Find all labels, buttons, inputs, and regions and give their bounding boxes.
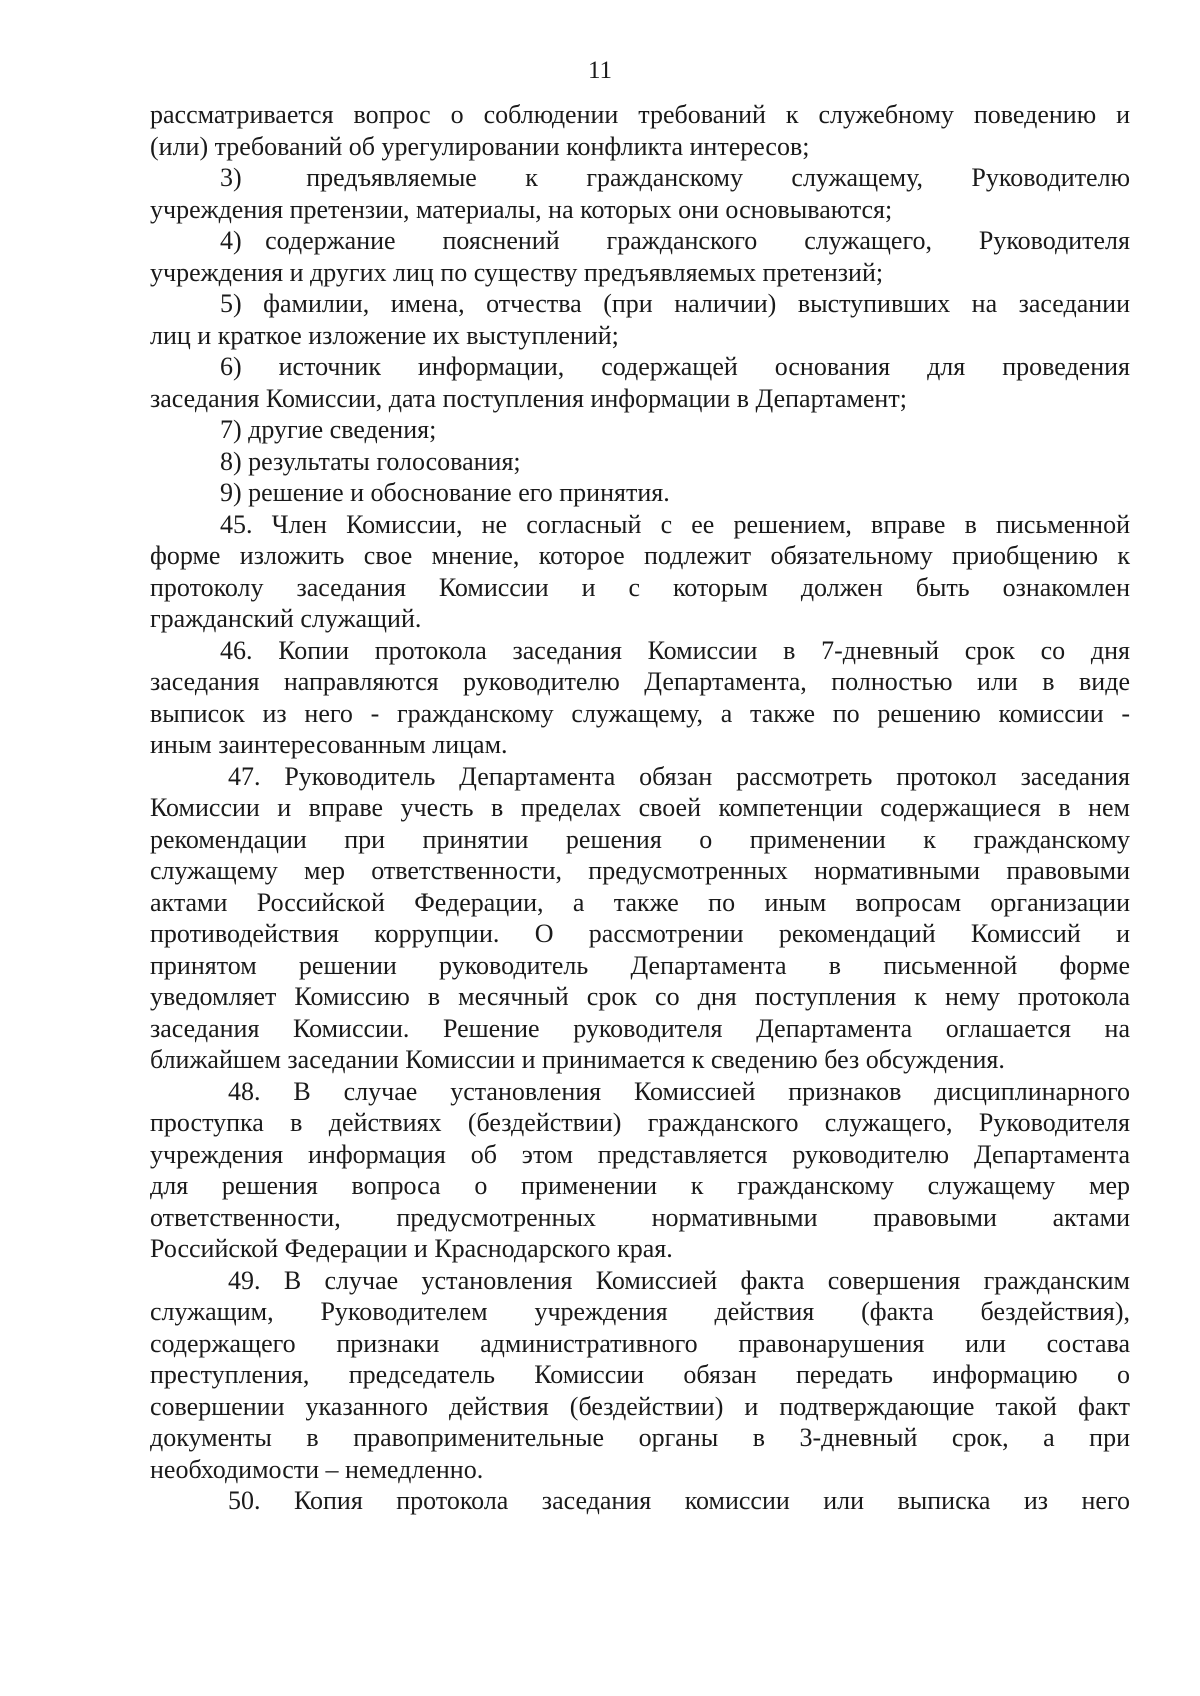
text-line: 50. Копия протокола заседания комиссии или выписка из него	[228, 1486, 1130, 1515]
text-line: служащему мер ответственности, предусмотренных нормативными правовыми	[150, 856, 1130, 885]
text-line: проступка в действиях (бездействии) гражданского служащего, Руководителя	[150, 1108, 1130, 1137]
text-line: 5) фамилии, имена, отчества (при наличии) выступивших на заседании	[220, 289, 1130, 318]
text-line: преступления, председатель Комиссии обязан передать информацию о	[150, 1360, 1130, 1389]
document-body	[150, 99, 1130, 1517]
text-line: для решения вопроса о применении к гражданскому служащему мер	[150, 1171, 1130, 1200]
text-line: актами Российской Федерации, а также по иным вопросам организации	[150, 887, 1130, 917]
text-line: 6) источник информации, содержащей основания для проведения	[220, 352, 1130, 381]
text-line: ответственности, предусмотренных нормативными правовыми актами	[150, 1202, 1130, 1232]
text-line: 3) предъявляемые к гражданскому служащему, Руководителю	[220, 163, 1130, 192]
text-line: форме изложить свое мнение, которое подлежит обязательному приобщению к	[150, 541, 1130, 570]
text-line: содержащего признаки административного правонарушения или состава	[150, 1328, 1130, 1358]
text-line: необходимости – немедленно.	[150, 1454, 484, 1484]
text-line: ближайшем заседании Комиссии и принимается к сведению без обсуждения.	[150, 1045, 1005, 1074]
text-line: 4) содержание пояснений гражданского служащего, Руководителя	[220, 226, 1130, 255]
page-number: 11	[587, 57, 613, 84]
text-line: лиц и краткое изложение их выступлений;	[150, 320, 619, 350]
text-line: Российской Федерации и Краснодарского края.	[150, 1234, 673, 1263]
text-line: иным заинтересованным лицам.	[150, 730, 508, 759]
text-line: уведомляет Комиссию в месячный срок со дня поступления к нему протокола	[150, 982, 1130, 1011]
text-line: рассматривается вопрос о соблюдении требований к служебному поведению и	[150, 100, 1130, 129]
text-line: протоколу заседания Комиссии и с которым должен быть ознакомлен	[150, 572, 1130, 602]
text-line: 48. В случае установления Комиссией признаков дисциплинарного	[228, 1076, 1130, 1106]
text-line: заседания Комиссии. Решение руководителя Департамента оглашается на	[150, 1013, 1130, 1043]
text-line: Комиссии и вправе учесть в пределах своей компетенции содержащиеся в нем	[150, 793, 1130, 822]
text-line: 9) решение и обоснование его принятия.	[220, 478, 670, 507]
text-line: учреждения претензии, материалы, на которых они основываются;	[150, 194, 893, 224]
text-line: 7) другие сведения;	[220, 415, 437, 444]
text-line: рекомендации при принятии решения о применении к гражданскому	[150, 824, 1130, 854]
text-line: противодействия коррупции. О рассмотрении рекомендаций Комиссий и	[150, 919, 1130, 948]
text-line: 47. Руководитель Департамента обязан рассмотреть протокол заседания	[228, 761, 1130, 791]
text-line: принятом решении руководитель Департамента в письменной форме	[150, 950, 1130, 980]
text-line: выписок из него - гражданскому служащему, а также по решению комиссии -	[150, 698, 1130, 728]
text-line: документы в правоприменительные органы в 3-дневный срок, а при	[150, 1423, 1130, 1452]
text-line: 46. Копии протокола заседания Комиссии в 7-дневный срок со дня	[220, 635, 1130, 665]
text-line: заседания Комиссии, дата поступления информации в Департамент;	[150, 383, 907, 413]
text-line: учреждения информация об этом представляется руководителю Департамента	[150, 1139, 1130, 1169]
text-line: 45. Член Комиссии, не согласный с ее решением, вправе в письменной	[220, 509, 1130, 539]
text-line: (или) требований об урегулировании конфликта интересов;	[150, 131, 810, 161]
text-line: служащим, Руководителем учреждения действия (факта бездействия),	[150, 1297, 1130, 1326]
text-line: совершении указанного действия (бездействии) и подтверждающие такой факт	[150, 1391, 1130, 1421]
text-line: заседания направляются руководителю Департамента, полностью или в виде	[150, 667, 1130, 696]
text-line: 49. В случае установления Комиссией факта совершения гражданским	[228, 1265, 1130, 1295]
text-line: учреждения и других лиц по существу предъявляемых претензий;	[150, 257, 884, 287]
text-line: гражданский служащий.	[150, 604, 422, 633]
text-line: 8) результаты голосования;	[220, 446, 521, 476]
